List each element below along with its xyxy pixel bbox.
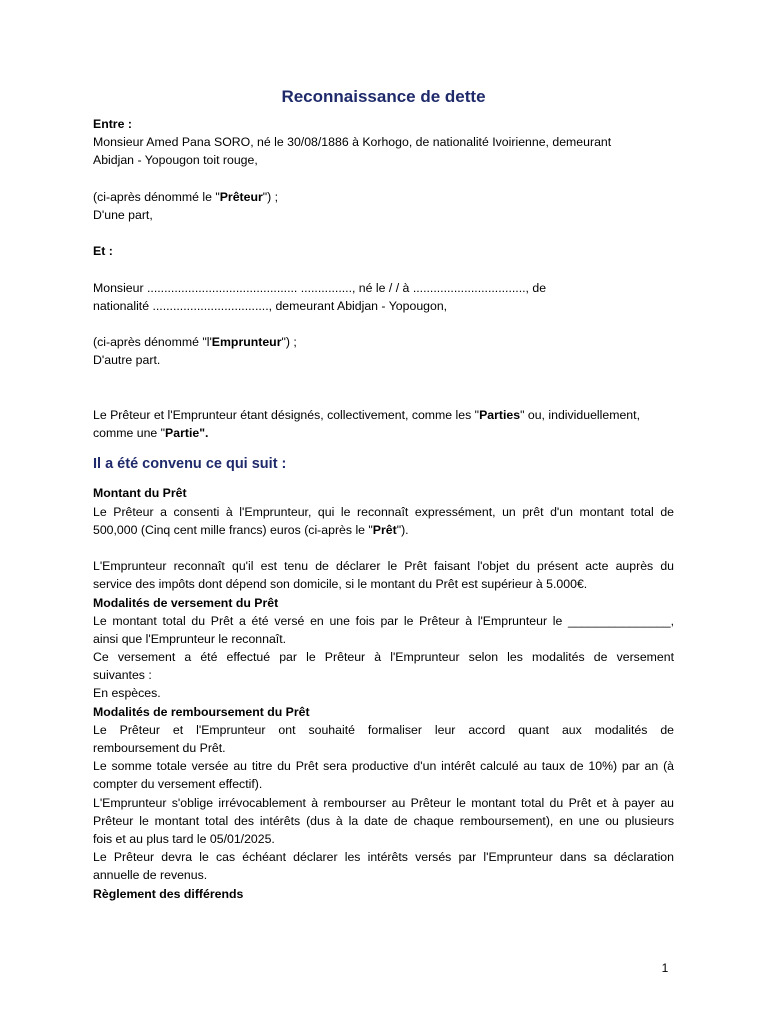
- preteur-identity-line-1: Monsieur Amed Pana SORO, né le 30/08/1886 à Korhogo, de nationalité Ivoirienne, demeurant: [93, 135, 612, 150]
- entre-label: Entre :: [93, 117, 132, 131]
- et-label: Et :: [93, 244, 113, 259]
- versement-line-1: Le montant total du Prêt a été versé en une fois par le Prêteur à l'Emprunteur le _______________,: [93, 613, 674, 628]
- versement-line-2: ainsi que l'Emprunteur le reconnaît.: [93, 631, 287, 646]
- remboursement-line-9: annuelle de revenus.: [93, 868, 208, 883]
- preteur-part: D'une part,: [93, 207, 153, 222]
- remboursement-line-7: fois et au plus tard le 05/01/2025.: [93, 831, 275, 846]
- montant-heading: Montant du Prêt: [93, 486, 187, 501]
- montant-p2-line-2: service des impôts dont dépend son domicile, si le montant du Prêt est supérieur à 5.000€.: [93, 577, 588, 592]
- document-title: Reconnaissance de dette: [281, 87, 486, 106]
- page-number: 1: [661, 961, 669, 975]
- preteur-designation: (ci-après dénommé le "Prêteur") ;: [93, 189, 279, 204]
- versement-line-3: Ce versement a été effectué par le Prêteur à l'Emprunteur selon les modalités de versement: [93, 650, 674, 665]
- parties-line-1: Le Prêteur et l'Emprunteur étant désignés, collectivement, comme les "Parties" ou, individuellement,: [93, 408, 640, 422]
- emprunteur-designation: (ci-après dénommé "l'Emprunteur") ;: [93, 335, 297, 350]
- remboursement-heading: Modalités de remboursement du Prêt: [93, 704, 310, 719]
- remboursement-line-8: Le Prêteur devra le cas échéant déclarer les intérêts versés par l'Emprunteur dans sa déclaration: [93, 850, 674, 865]
- remboursement-line-3: Le somme totale versée au titre du Prêt sera productive d'un intérêt calculé au taux de 10%) par an (à: [93, 759, 674, 774]
- montant-p2-line-1: L'Emprunteur reconnaît qu'il est tenu de déclarer le Prêt faisant l'objet du présent acte auprès du: [93, 559, 674, 574]
- emprunteur-identity-line-1: Monsieur ............................................ ..............., né le / / à ................................., de: [93, 280, 547, 295]
- preteur-term: Prêteur: [219, 189, 263, 204]
- emprunteur-part: D'autre part.: [93, 353, 161, 368]
- emprunteur-term: Emprunteur: [211, 335, 282, 350]
- remboursement-line-1: Le Prêteur et l'Emprunteur ont souhaité formaliser leur accord quant aux modalités de: [93, 722, 674, 737]
- partie-term: Partie".: [165, 426, 209, 441]
- versement-line-4: suivantes :: [93, 668, 152, 683]
- versement-line-5: En espèces.: [93, 686, 161, 701]
- versement-heading: Modalités de versement du Prêt: [93, 595, 279, 610]
- emprunteur-identity-line-2: nationalité .................................., demeurant Abidjan - Yopougon,: [93, 298, 448, 313]
- parties-line-2: comme une "Partie".: [93, 426, 209, 441]
- document-page: [93, 86, 674, 903]
- remboursement-line-4: compter du versement effectif).: [93, 777, 263, 792]
- remboursement-line-2: remboursement du Prêt.: [93, 741, 226, 755]
- remboursement-line-6: Prêteur le montant total des intérêts (dus à la date de chaque remboursement), en une ou plusieurs: [93, 813, 674, 828]
- preteur-identity-line-2: Abidjan - Yopougon toit rouge,: [93, 153, 258, 168]
- montant-p1-line-1: Le Prêteur a consenti à l'Emprunteur, qui le reconnaît expressément, un prêt d'un montant total de: [93, 504, 674, 519]
- parties-term: Parties: [479, 408, 521, 422]
- section-heading: Il a été convenu ce qui suit :: [93, 456, 287, 473]
- remboursement-line-5: L'Emprunteur s'oblige irrévocablement à rembourser au Prêteur le montant total du Prêt et à payer au: [93, 795, 674, 810]
- montant-p1-line-2: 500,000 (Cinq cent mille francs) euros (ci-après le "Prêt").: [93, 522, 409, 537]
- differends-heading: Règlement des différends: [93, 886, 244, 901]
- pret-term: Prêt: [372, 522, 397, 537]
